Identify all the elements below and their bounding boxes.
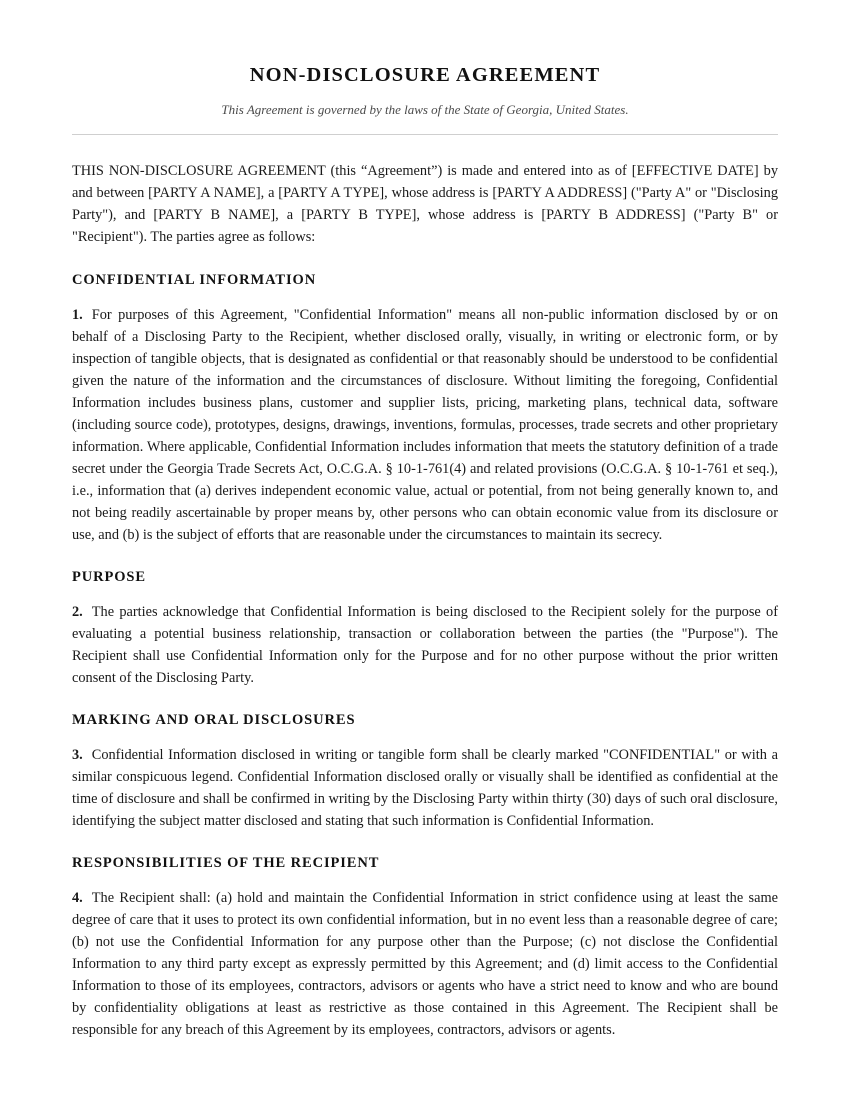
section-heading-responsibilities-of-recipient: RESPONSIBILITIES OF THE RECIPIENT: [72, 855, 380, 871]
clause-1: [72, 304, 778, 546]
section-heading-confidential-information: CONFIDENTIAL INFORMATION: [72, 272, 317, 288]
clause-2: [72, 601, 778, 689]
clause-text: Confidential Information disclosed in writing or tangible form shall be clearly marked "CONFIDENTIAL" or with a similar conspicuous legend. Confidential Information disclosed orally or visually shall be identified as confidential at the time of disclosure and shall be confirmed in writing by the Disclosing Party within thirty (30) days of such oral disclosure, identifying the subject matter disclosed and stating that such information is Confidential Information.: [72, 747, 778, 829]
clause-3: [72, 744, 778, 832]
clause-4: [72, 887, 778, 1041]
document-title: NON-DISCLOSURE AGREEMENT: [249, 64, 601, 86]
clause-number: 2.: [72, 604, 83, 620]
clause-text: The parties acknowledge that Confidential Information is being disclosed to the Recipient solely for the purpose of evaluating a potential business relationship, transaction or collaboration between the parties (the "Purpose"). The Recipient shall use Confidential Information only for the Purpose and for no other purpose without the prior written consent of the Disclosing Party.: [72, 604, 778, 686]
clause-number: 1.: [72, 307, 83, 323]
title-divider: [72, 134, 778, 135]
clause-text: The Recipient shall: (a) hold and maintain the Confidential Information in strict confidence using at least the same degree of care that it uses to protect its own confidential information, but in no event less than a reasonable degree of care; (b) not use the Confidential Information for any purpose other than the Purpose; (c) not disclose the Confidential Information to any third party except as expressly permitted by this Agreement; and (d) limit access to the Confidential Information to those of its employees, contractors, advisors or agents who have a strict need to know and who are bound by confidentiality obligations at least as restrictive as those contained in this Agreement. The Recipient shall be responsible for any breach of this Agreement by its employees, contractors, advisors or agents.: [72, 890, 778, 1038]
clause-text: For purposes of this Agreement, "Confidential Information" means all non-public information disclosed by or on behalf of a Disclosing Party to the Recipient, whether disclosed orally, visually, in writing or electronic form, or by inspection of tangible objects, that is designated as confidential or that reasonably should be understood to be confidential given the nature of the information and the circumstances of disclosure. Without limiting the foregoing, Confidential Information includes business plans, customer and supplier lists, pricing, marketing plans, technical data, software (including source code), prototypes, designs, drawings, inventions, formulas, processes, trade secrets and other proprietary information. Where applicable, Confidential Information includes information that meets the statutory definition of a trade secret under the Georgia Trade Secrets Act, O.C.G.A. § 10-1-761(4) and related provisions (O.C.G.A. § 10-1-761 et seq.), i.e., information that (a) derives independent economic value, actual or potential, from not being generally known to, and not being readily ascertainable by proper means by, other persons who can obtain economic value from its disclosure or use, and (b) is the subject of efforts that are reasonable under the circumstances to maintain its secrecy.: [72, 307, 778, 543]
section-heading-purpose: PURPOSE: [72, 569, 146, 585]
section-heading-marking-and-oral-disclosures: MARKING AND ORAL DISCLOSURES: [72, 712, 356, 728]
clause-number: 4.: [72, 890, 83, 906]
governing-law-subtitle: This Agreement is governed by the laws of the State of Georgia, United States.: [221, 102, 629, 117]
intro-paragraph: THIS NON-DISCLOSURE AGREEMENT (this “Agreement”) is made and entered into as of [EFFECTIVE DATE] by and between [PARTY A NAME], a [PARTY A TYPE], whose address is [PARTY A ADDRESS] ("Party A" or "Disclosing Party"), and [PARTY B NAME], a [PARTY B TYPE], whose address is [PARTY B ADDRESS] ("Party B" or "Recipient"). The parties agree as follows:: [72, 163, 778, 245]
document-page: [72, 0, 778, 1041]
clause-number: 3.: [72, 747, 83, 763]
